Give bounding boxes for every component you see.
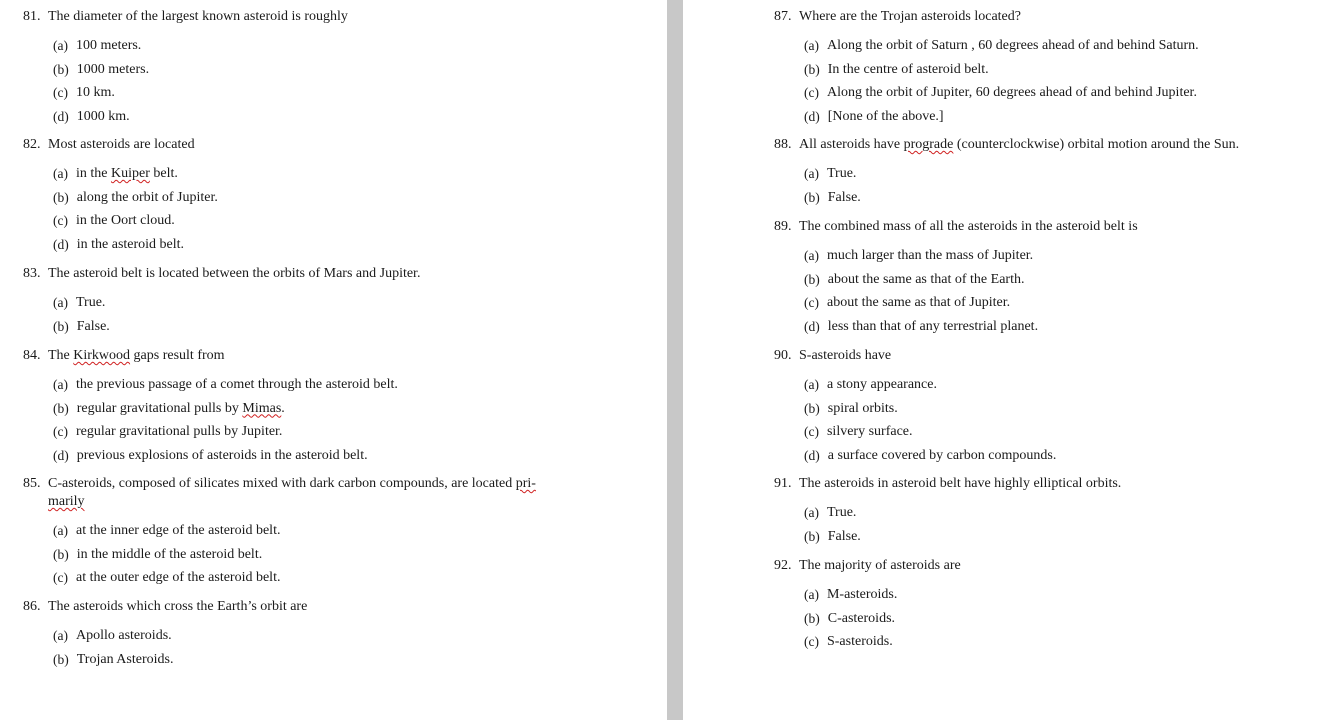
option-c [53, 569, 536, 593]
option-text-part: in the [75, 166, 111, 181]
option-text: False. [76, 318, 110, 334]
question-text-part: gaps result from [130, 348, 225, 363]
question-89 [774, 218, 1138, 341]
spellcheck-flagged-word[interactable]: Mimas [242, 400, 282, 416]
option-text: in the Oort cloud. [75, 213, 175, 228]
option-text: much larger than the mass of Jupiter. [826, 248, 1034, 263]
option-text: Apollo asteroids. [75, 628, 172, 643]
option-text: a surface covered by carbon compounds. [827, 447, 1057, 463]
option-text: regular gravitational pulls by Jupiter. [75, 424, 283, 439]
question-text: The combined mass of all the asteroids in the asteroid belt is [799, 219, 1138, 234]
option-a [804, 37, 1199, 61]
option-text: In the centre of asteroid belt. [827, 61, 989, 77]
option-a [804, 165, 1239, 189]
option-a [53, 522, 536, 546]
option-label: (c) [804, 424, 819, 439]
option-b [53, 189, 218, 213]
option-b [53, 61, 348, 85]
question-number: 89. [774, 219, 792, 234]
question-text: Most asteroids are located [48, 137, 195, 152]
option-text-part: belt. [149, 166, 178, 181]
option-label: (a) [804, 248, 819, 263]
option-label: (a) [804, 505, 819, 520]
option-text: the previous passage of a comet through the asteroid belt. [75, 377, 398, 392]
option-text: 1000 meters. [76, 61, 150, 77]
option-text: at the inner edge of the asteroid belt. [75, 523, 281, 538]
spellcheck-flagged-word[interactable]: pri- [515, 476, 536, 491]
question-number: 83. [23, 266, 41, 281]
option-b [804, 61, 1199, 85]
option-label: (c) [804, 85, 819, 100]
option-text: True. [826, 505, 857, 520]
question-88 [774, 136, 1239, 212]
option-label: (a) [804, 38, 819, 53]
option-label: (b) [53, 400, 69, 416]
option-label: (a) [804, 587, 819, 602]
option-text-part: . [281, 400, 285, 416]
option-text: 1000 km. [76, 108, 130, 124]
option-a [804, 504, 1121, 528]
option-text: in the middle of the asteroid belt. [76, 546, 263, 562]
option-c [53, 212, 218, 236]
option-label: (b) [804, 189, 820, 205]
option-a [53, 294, 420, 318]
question-text: The majority of asteroids are [799, 558, 961, 573]
question-text: The asteroids which cross the Earth’s orbit are [48, 599, 308, 614]
option-b [53, 318, 420, 342]
option-text: False. [827, 189, 861, 205]
page-gutter [667, 0, 683, 720]
option-text: along the orbit of Jupiter. [76, 189, 218, 205]
option-b [53, 400, 398, 424]
option-label: (b) [804, 271, 820, 287]
question-92 [774, 557, 961, 657]
question-91 [774, 475, 1121, 551]
option-label: (c) [53, 424, 68, 439]
question-number: 87. [774, 9, 792, 24]
option-label: (b) [804, 610, 820, 626]
option-label: (a) [53, 523, 68, 538]
question-87 [774, 8, 1199, 131]
spellcheck-flagged-word[interactable]: marily [48, 494, 85, 509]
option-text: Along the orbit of Saturn , 60 degrees ahead of and behind Saturn. [826, 38, 1199, 53]
option-c [804, 423, 1056, 447]
option-a [804, 586, 961, 610]
question-number: 82. [23, 137, 41, 152]
option-label: (a) [53, 628, 68, 643]
question-text: S-asteroids have [799, 348, 892, 363]
option-label: (c) [53, 213, 68, 228]
option-text: True. [826, 166, 857, 181]
option-label: (b) [53, 546, 69, 562]
option-label: (c) [53, 85, 68, 100]
question-90 [774, 347, 1056, 470]
option-label: (d) [53, 236, 69, 252]
question-85 [23, 475, 536, 593]
question-number: 90. [774, 348, 792, 363]
option-b [53, 651, 307, 675]
question-text: The asteroids in asteroid belt have highly elliptical orbits. [799, 476, 1122, 491]
option-text: a stony appearance. [826, 377, 937, 392]
option-label: (a) [804, 377, 819, 392]
option-text: C-asteroids. [827, 610, 896, 626]
option-text [77, 400, 285, 424]
question-84 [23, 347, 398, 470]
option-text: previous explosions of asteroids in the asteroid belt. [76, 447, 368, 463]
spellcheck-flagged-word[interactable]: Kirkwood [73, 348, 131, 363]
option-b [53, 546, 536, 570]
question-number: 88. [774, 137, 792, 152]
option-text: in the asteroid belt. [76, 236, 185, 252]
option-a [53, 376, 398, 400]
question-text: Where are the Trojan asteroids located? [799, 9, 1021, 24]
question-text-part: All asteroids have [799, 137, 904, 152]
spellcheck-flagged-word[interactable]: Kuiper [110, 166, 150, 181]
question-text [48, 347, 225, 365]
question-number: 81. [23, 9, 41, 24]
option-label: (d) [804, 318, 820, 334]
option-a [53, 37, 348, 61]
option-d [804, 108, 1199, 132]
option-text: True. [75, 295, 106, 310]
option-label: (b) [53, 189, 69, 205]
option-label: (d) [804, 447, 820, 463]
option-text: silvery surface. [826, 424, 913, 439]
question-number-spacer [23, 493, 48, 511]
option-text: False. [827, 528, 861, 544]
option-d [53, 447, 398, 471]
option-label: (a) [53, 38, 68, 53]
option-d [804, 318, 1138, 342]
left-page [0, 0, 667, 720]
option-a [804, 247, 1138, 271]
option-c [804, 633, 961, 657]
option-text: 10 km. [75, 85, 115, 100]
option-b [804, 189, 1239, 213]
question-text [799, 136, 1239, 154]
question-text-part: C-asteroids, composed of silicates mixed with dark carbon compounds, are located [48, 476, 516, 491]
option-text: about the same as that of the Earth. [827, 271, 1025, 287]
question-86 [23, 598, 307, 674]
option-label: (b) [53, 651, 69, 667]
option-label: (d) [53, 447, 69, 463]
question-83 [23, 265, 420, 341]
option-c [804, 84, 1199, 108]
question-number: 91. [774, 476, 792, 491]
question-number: 85. [23, 476, 41, 491]
option-text-part: regular gravitational pulls by [76, 400, 243, 416]
option-label: (b) [804, 528, 820, 544]
option-label: (c) [804, 634, 819, 649]
option-a [53, 627, 307, 651]
option-c [53, 84, 348, 108]
option-text: 100 meters. [75, 38, 142, 53]
question-82 [23, 136, 218, 259]
option-c [53, 423, 398, 447]
option-b [804, 271, 1138, 295]
option-text: Along the orbit of Jupiter, 60 degrees ahead of and behind Jupiter. [826, 85, 1197, 100]
option-b [804, 400, 1056, 424]
question-81 [23, 8, 348, 131]
option-label: (b) [53, 318, 69, 334]
option-label: (c) [804, 295, 819, 310]
option-label: (a) [804, 166, 819, 181]
question-text-part: (counterclockwise) orbital motion around the Sun. [953, 137, 1240, 152]
option-label: (c) [53, 570, 68, 585]
option-b [804, 528, 1121, 552]
question-text: The asteroid belt is located between the orbits of Mars and Jupiter. [48, 266, 421, 281]
option-text: spiral orbits. [827, 400, 898, 416]
option-d [53, 108, 348, 132]
question-number: 92. [774, 558, 792, 573]
option-label: (b) [804, 61, 820, 77]
option-b [804, 610, 961, 634]
option-label: (a) [53, 166, 68, 181]
option-text: [None of the above.] [827, 108, 944, 124]
option-c [804, 294, 1138, 318]
option-label: (b) [53, 61, 69, 77]
option-label: (b) [804, 400, 820, 416]
option-label: (d) [804, 108, 820, 124]
option-d [53, 236, 218, 260]
option-label: (a) [53, 377, 68, 392]
option-text: less than that of any terrestrial planet. [827, 318, 1039, 334]
option-text: M-asteroids. [826, 587, 898, 602]
option-text [76, 165, 178, 189]
question-number: 84. [23, 348, 41, 363]
option-text: Trojan Asteroids. [76, 651, 174, 667]
option-a [804, 376, 1056, 400]
spellcheck-flagged-word[interactable]: prograde [903, 137, 954, 152]
option-d [804, 447, 1056, 471]
option-text: S-asteroids. [826, 634, 893, 649]
option-a [53, 165, 218, 189]
right-page [683, 0, 1340, 720]
option-text: at the outer edge of the asteroid belt. [75, 570, 281, 585]
question-number: 86. [23, 599, 41, 614]
option-text: about the same as that of Jupiter. [826, 295, 1011, 310]
option-label: (a) [53, 295, 68, 310]
question-text-part: The [48, 348, 74, 363]
option-label: (d) [53, 108, 69, 124]
question-text [48, 475, 536, 493]
question-text: The diameter of the largest known asteroid is roughly [48, 9, 348, 24]
